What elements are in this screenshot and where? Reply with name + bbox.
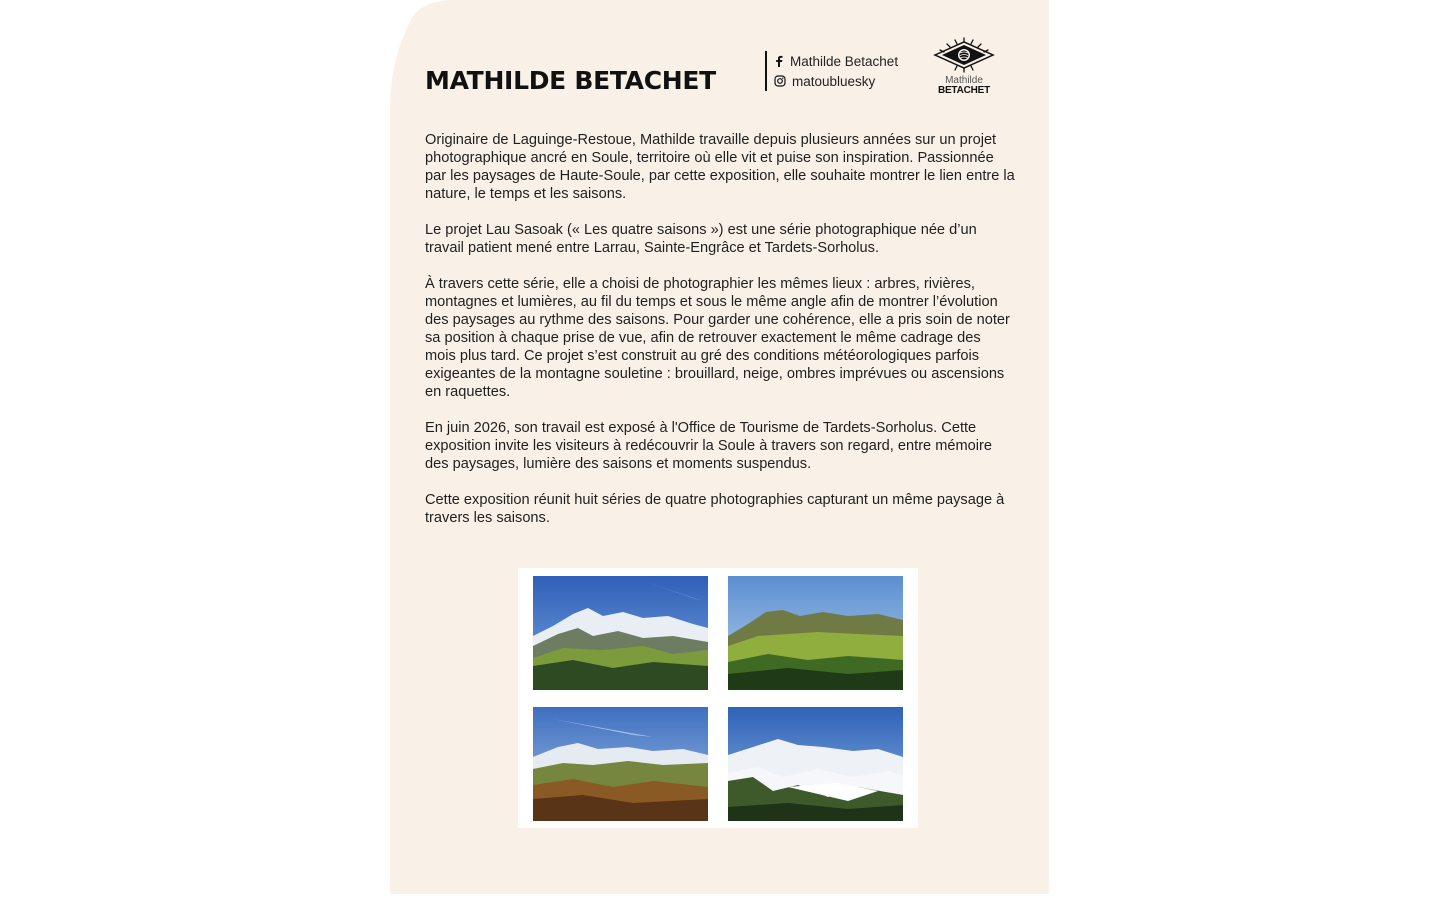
paragraph-exhibition: En juin 2026, son travail est exposé à l'Office de Tourisme de Tardets-Sorholus. Cette exposition invite les visiteurs à redécouvrir la Soule à travers son regard, entre mémoire des paysages, lumière des saisons et moments suspendus. (425, 420, 992, 472)
social-links (765, 51, 898, 91)
eye-logo-icon (931, 36, 997, 76)
instagram-link[interactable] (774, 71, 898, 91)
paragraph-project: Le projet Lau Sasoak (« Les quatre saisons ») est une série photographique née d’un travail patient mené entre Larrau, Sainte-Engrâce et Tardets-Sorholus. (425, 222, 977, 256)
document-sheet (390, 0, 1049, 894)
paragraph-origin: Originaire de Laguinge-Restoue, Mathilde travaille depuis plusieurs années sur un projet photographique ancré en Soule, territoire où elle vit et puise son inspiration. Passionnée par les paysages de Haute-Soule, par cette exposition, elle souhaite montrer le lien entre la nature, le temps et les saisons. (425, 132, 1015, 202)
biography-text (425, 131, 1015, 545)
paragraph-series: Cette exposition réunit huit séries de quatre photographies capturant un même paysage à travers les saisons. (425, 492, 1005, 526)
paragraph-method: À travers cette série, elle a choisi de photographier les mêmes lieux : arbres, rivières, montagnes et lumières, au fil du temps et sous le même angle afin de montrer l’évolution des paysages au rythme des saisons. Pour garder une cohérence, elle a pris soin de noter sa position à chaque prise de vue, afin de retrouver exactement le même cadrage des mois plus tard. Ce projet s’est construit au gré des conditions météorologiques parfois exigeantes de la montagne souletine : brouillard, neige, ombres imprévues ou ascensions en raquettes. (425, 276, 1010, 400)
season-photo-4 (728, 707, 903, 821)
seasons-photo-grid (518, 568, 918, 828)
logo-last-name: BETACHET (937, 85, 991, 96)
facebook-link[interactable] (774, 51, 898, 71)
season-photo-2 (728, 576, 903, 690)
artist-name: MATHILDE BETACHET (425, 66, 716, 95)
instagram-icon (774, 75, 786, 87)
artist-logo (931, 36, 997, 98)
facebook-handle: Mathilde Betachet (790, 53, 899, 69)
instagram-handle: matoubluesky (792, 73, 876, 89)
facebook-icon (774, 55, 784, 67)
season-photo-3 (533, 707, 708, 821)
logo-first-name: Mathilde (945, 75, 983, 86)
season-photo-1 (533, 576, 708, 690)
